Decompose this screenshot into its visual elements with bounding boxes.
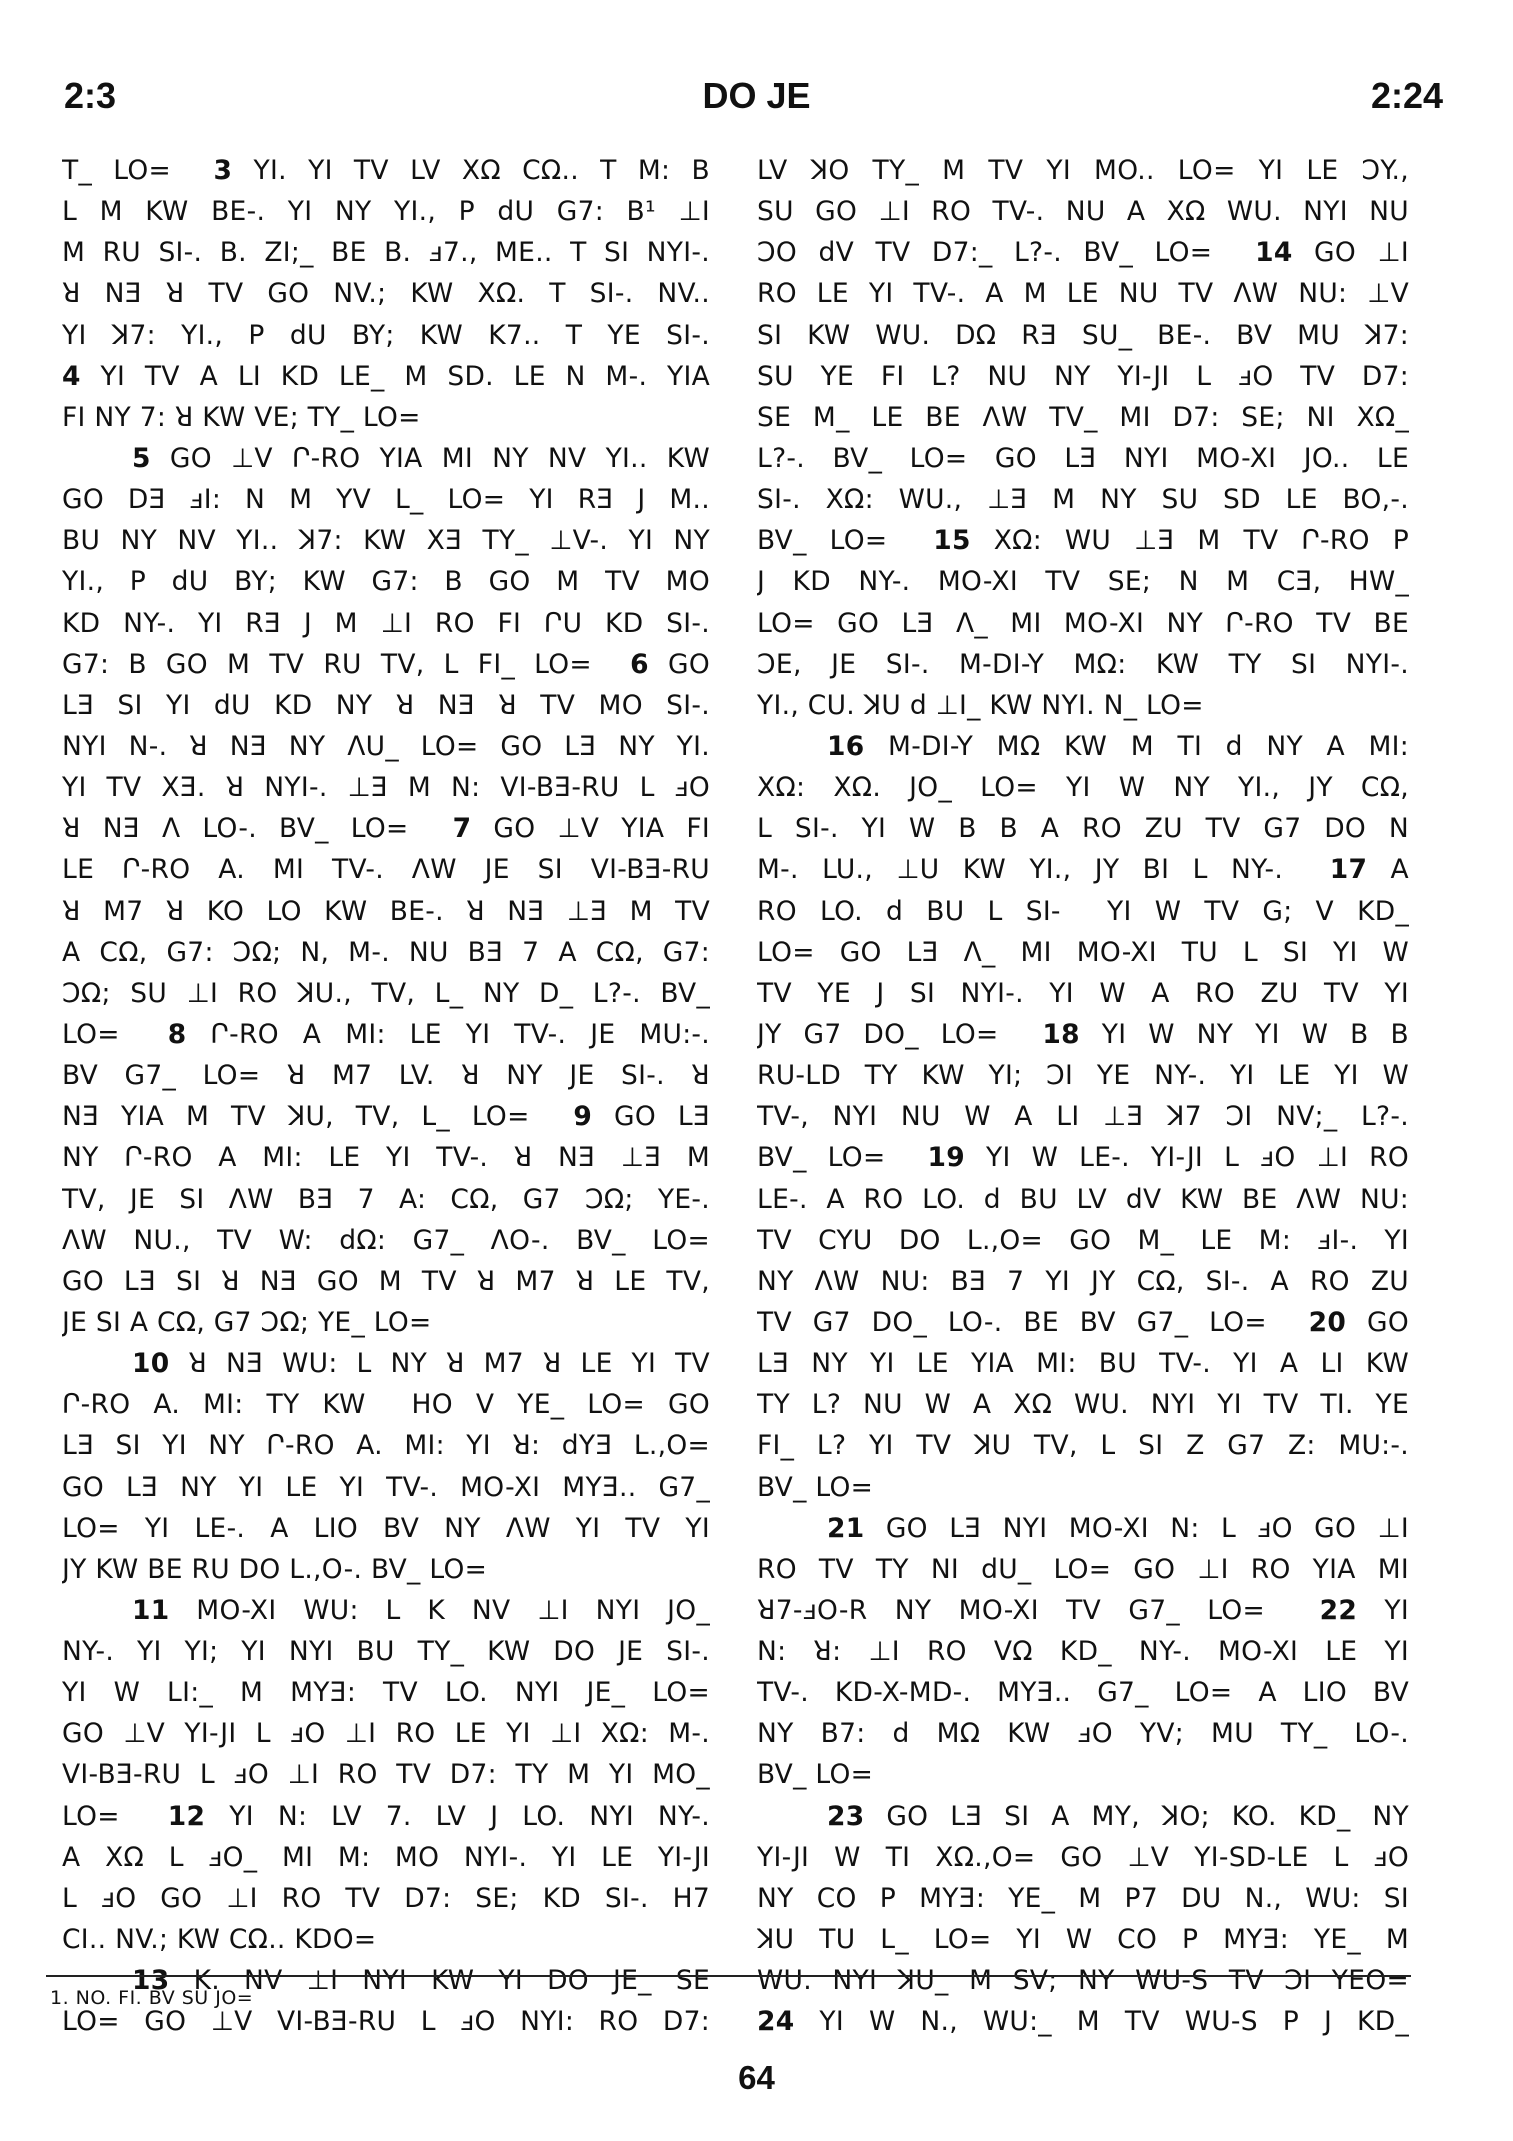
text-line: ꓘU TU L_ LO= YI W CO P MYƎ: YE_ M <box>757 1924 1409 1956</box>
text-line: RU-LD TY KW YI; ϽI YE NY-. YI LE YI W <box>757 1060 1409 1092</box>
verse-number: 4 <box>62 360 81 392</box>
text-line: BV_ LO= 19 YI W LE-. YI-JI L ⅎO ⊥I RO <box>757 1142 1409 1174</box>
verse-number: 21 <box>827 1512 865 1544</box>
text-line: NY B7: d MΩ KW ⅎO YV; MU TY_ LO-. <box>757 1718 1409 1750</box>
text-line: ϽE, JE SI-. M-DI-Y MΩ: KW TY SI NYI-. <box>757 648 1409 680</box>
verse-number: 17 <box>1329 854 1368 886</box>
text-line: ϽO dV TV D7:_ L?-. BV_ LO= 14 GO ⊥I <box>757 237 1409 269</box>
text-line: 13 K. NV ⊥I NYI KW YI DO JE_ SE <box>132 1965 710 1997</box>
text-line: SU YE FI L? NU NY YI-JI L ⅎO TV D7: <box>757 360 1409 392</box>
text-line: NYI N-. ꓤ NƎ NY ɅU_ LO= GO LƎ NY YI. <box>62 730 710 762</box>
text-line: 11 MO-XI WU: L K NV ⊥I NYI JO_ <box>132 1594 710 1626</box>
text-line: LO= GO ⊥V VI-BƎ-RU L ⅎO NYI: RO D7: <box>62 2006 710 2038</box>
header-chapter-verse-end: 2:24 <box>1370 75 1443 116</box>
text-line: YI., CU. ꓘU d ⊥I_ KW NYI. N_ LO= <box>757 689 1204 721</box>
text-line: Ր-RO A. MI: TY KW HO V YE_ LO= GO <box>62 1389 710 1421</box>
text-line: L ⅎO GO ⊥I RO TV D7: SE; KD SI-. H7 <box>62 1882 710 1914</box>
verse-number: 18 <box>1042 1018 1080 1050</box>
text-line: BV G7_ LO= ꓤ M7 LV. ꓤ NY JE SI-. ꓤ <box>62 1060 710 1092</box>
text-line: LO= 12 YI N: LV 7. LV J LO. NYI NY-. <box>62 1800 710 1832</box>
text-line: TY L? NU W A XΩ WU. NYI YI TV TI. YE <box>757 1389 1409 1421</box>
verse-number: 6 <box>630 648 649 680</box>
text-line: NY-. YI YI; YI NYI BU TY_ KW DO JE SI-. <box>62 1636 710 1668</box>
text-line: TV G7 DO_ LO-. BE BV G7_ LO= 20 GO <box>757 1306 1409 1338</box>
text-line: JY KW BE RU DO L.,O-. BV_ LO= <box>62 1553 488 1585</box>
text-line: BV_ LO= 15 XΩ: WU ⊥Ǝ M TV Ր-RO P <box>757 525 1409 557</box>
text-line: 23 GO LƎ SI A MY, ꓘO; KO. KD_ NY <box>827 1800 1409 1832</box>
verse-number: 5 <box>132 442 151 474</box>
text-line: NY CO P MYƎ: YE_ M P7 DU N., WU: SI <box>757 1882 1409 1914</box>
text-line: VI-BƎ-RU L ⅎO ⊥I RO TV D7: TY M YI MO_ <box>62 1759 710 1791</box>
text-line: GO LƎ NY YI LE YI TV-. MO-XI MYƎ.. G7_ <box>62 1471 710 1503</box>
header-chapter-verse-start: 2:3 <box>64 75 117 116</box>
text-line: JY G7 DO_ LO= 18 YI W NY YI W B B <box>757 1018 1409 1050</box>
text-line: ꓤ7-ⅎO-R NY MO-XI TV G7_ LO= 22 YI <box>757 1594 1409 1626</box>
text-line: BU NY NV YI.. ꓘ7: KW XƎ TY_ ⊥V-. YI NY <box>62 525 710 557</box>
header-book-title: DO JE <box>702 75 811 116</box>
text-line: 4 YI TV A LI KD LE_ M SD. LE N M-. YIA <box>62 360 710 392</box>
text-line: NƎ YIA M TV ꓘU, TV, L_ LO= 9 GO LƎ <box>62 1101 710 1133</box>
text-line: BV_ LO= <box>757 1759 874 1791</box>
verse-number: 14 <box>1255 237 1293 269</box>
text-line: LƎ NY YI LE YIA MI: BU TV-. YI A LI KW <box>757 1348 1409 1380</box>
text-line: YI-JI W TI XΩ.,O= GO ⊥V YI-SD-LE L ⅎO <box>757 1841 1409 1873</box>
verse-number: 10 <box>132 1348 170 1380</box>
footnote-divider <box>46 1975 1411 1977</box>
verse-number: 24 <box>757 2006 795 2038</box>
text-line: J KD NY-. MO-XI TV SE; N M CƎ, HW_ <box>757 566 1409 598</box>
text-line: ɅW NU., TV W: dΩ: G7_ ɅO-. BV_ LO= <box>62 1224 710 1256</box>
text-line: LO= GO LƎ Ʌ_ MI MO-XI TU L SI YI W <box>757 936 1409 968</box>
text-line: RO LO. d BU L SI- YI W TV G; V KD_ <box>757 895 1409 927</box>
verse-number: 15 <box>933 525 971 557</box>
text-line: N: ꓤ: ⊥I RO VΩ KD_ NY-. MO-XI LE YI <box>757 1636 1409 1668</box>
text-line: ꓤ NƎ Ʌ LO-. BV_ LO= 7 GO ⊥V YIA FI <box>62 813 710 845</box>
text-line: YI ꓘ7: YI., P dU BY; KW K7.. T YE SI-. <box>62 319 710 351</box>
text-line: L M KW BE-. YI NY YI., P dU G7: B¹ ⊥I <box>62 196 710 228</box>
text-line: LƎ SI YI dU KD NY ꓤ NƎ ꓤ TV MO SI-. <box>62 689 710 721</box>
text-line: 24 YI W N., WU:_ M TV WU-S P J KD_ <box>757 2006 1409 2038</box>
text-line: LO= YI LE-. A LIO BV NY ɅW YI TV YI <box>62 1512 710 1544</box>
verse-number: 16 <box>827 730 865 762</box>
verse-number: 19 <box>927 1142 965 1174</box>
text-line: SI-. XΩ: WU., ⊥Ǝ M NY SU SD LE BO,-. <box>757 484 1409 516</box>
text-line: ꓤ M7 ꓤ KO LO KW BE-. ꓤ NƎ ⊥Ǝ M TV <box>62 895 710 927</box>
text-line: SE M_ LE BE ɅW TV_ MI D7: SE; NI XΩ_ <box>757 401 1409 433</box>
text-line: T_ LO= 3 YI. YI TV LV XΩ CΩ.. T M: B <box>62 155 710 186</box>
text-line: BV_ LO= <box>757 1471 874 1503</box>
text-line: RO TV TY NI dU_ LO= GO ⊥I RO YIA MI <box>757 1553 1409 1585</box>
text-line: LV ꓘO TY_ M TV YI MO.. LO= YI LE ϽY., <box>757 155 1409 186</box>
text-line: 21 GO LƎ NYI MO-XI N: L ⅎO GO ⊥I <box>827 1512 1409 1544</box>
text-line: 10 ꓤ NƎ WU: L NY ꓤ M7 ꓤ LE YI TV <box>132 1348 710 1380</box>
text-line: CI.. NV.; KW CΩ.. KDO= <box>62 1924 377 1956</box>
text-line: LƎ SI YI NY Ր-RO A. MI: YI ꓤ: dYƎ L.,O= <box>62 1430 710 1462</box>
text-line: XΩ: XΩ. JO_ LO= YI W NY YI., JY CΩ, <box>757 772 1409 804</box>
page-number: 64 <box>738 2059 775 2096</box>
text-line: JE SI A CΩ, G7 ϽΩ; YE_ LO= <box>62 1306 432 1338</box>
text-line: GO DƎ ⅎI: N M YV L_ LO= YI RƎ J M.. <box>62 484 710 516</box>
verse-number: 20 <box>1308 1306 1347 1338</box>
text-line: LO= 8 Ր-RO A MI: LE YI TV-. JE MU:-. <box>62 1018 710 1050</box>
text-line: YI W LI:_ M MYƎ: TV LO. NYI JE_ LO= <box>62 1677 710 1709</box>
text-line: KD NY-. YI RƎ J M ⊥I RO FI ՐU KD SI-. <box>62 607 710 639</box>
verse-number: 12 <box>167 1800 206 1832</box>
verse-number: 8 <box>167 1018 187 1050</box>
text-line: SI KW WU. DΩ RƎ SU_ BE-. BV MU ꓘ7: <box>757 319 1409 351</box>
text-line: ϽΩ; SU ⊥I RO ꓘU., TV, L_ NY D_ L?-. BV_ <box>62 977 710 1009</box>
verse-number: 3 <box>213 155 233 186</box>
text-line: TV-, NYI NU W A LI ⊥Ǝ ꓘ7 ϽI NV;_ L?-. <box>757 1101 1409 1133</box>
text-line: L SI-. YI W B B A RO ZU TV G7 DO N <box>757 813 1409 845</box>
text-line: LO= GO LƎ Ʌ_ MI MO-XI NY Ր-RO TV BE <box>757 607 1409 639</box>
text-line: M RU SI-. B. ZI;_ BE B. ⅎ7., ME.. T SI NYI-. <box>62 237 710 269</box>
text-line: NY ɅW NU: BƎ 7 YI JY CΩ, SI-. A RO ZU <box>757 1265 1409 1297</box>
text-line: G7: B GO M TV RU TV, L FI_ LO= 6 GO <box>62 648 710 680</box>
text-line: GO LƎ SI ꓤ NƎ GO M TV ꓤ M7 ꓤ LE TV, <box>62 1265 710 1297</box>
text-line: LE-. A RO LO. d BU LV dV KW BE ɅW NU: <box>757 1183 1409 1215</box>
text-line: YI TV XƎ. ꓤ NYI-. ⊥Ǝ M N: VI-BƎ-RU L ⅎO <box>62 772 710 804</box>
text-line: FI_ L? YI TV ꓘU TV, L SI Z G7 Z: MU:-. <box>757 1430 1409 1462</box>
text-line: A XΩ L ⅎO_ MI M: MO NYI-. YI LE YI-JI <box>62 1841 710 1873</box>
text-line: L?-. BV_ LO= GO LƎ NYI MO-XI JO.. LE <box>757 442 1409 474</box>
text-line: A CΩ, G7: ϽΩ; N, M-. NU BƎ 7 A CΩ, G7: <box>62 936 710 968</box>
text-line: RO LE YI TV-. A M LE NU TV ɅW NU: ⊥V <box>757 278 1409 310</box>
text-line: LE Ր-RO A. MI TV-. ɅW JE SI VI-BƎ-RU <box>62 854 710 886</box>
text-line: TV-. KD-X-MD-. MYƎ.. G7_ LO= A LIO BV <box>757 1677 1409 1709</box>
text-line: ꓤ NƎ ꓤ TV GO NV.; KW XΩ. T SI-. NV.. <box>62 278 710 310</box>
verse-number: 13 <box>132 1965 170 1997</box>
verse-number: 22 <box>1319 1594 1358 1626</box>
text-line: 5 GO ⊥V Ր-RO YIA MI NY NV YI.. KW <box>132 442 710 474</box>
text-line: WU. NYI ꓘU_ M SV; NY WU-S TV ϽI YEO= <box>757 1965 1409 1997</box>
text-line: NY Ր-RO A MI: LE YI TV-. ꓤ NƎ ⊥Ǝ M <box>62 1142 710 1174</box>
footnote: 1. NO. FI. BV SU JO= <box>50 1987 254 2009</box>
verse-number: 9 <box>573 1101 593 1133</box>
text-line: 16 M-DI-Y MΩ KW M TI d NY A MI: <box>827 730 1409 762</box>
text-line: TV YE J SI NYI-. YI W A RO ZU TV YI <box>757 977 1409 1009</box>
text-column-right <box>757 150 1409 2042</box>
text-line: TV, JE SI ɅW BƎ 7 A: CΩ, G7 ϽΩ; YE-. <box>62 1183 710 1215</box>
text-line: GO ⊥V YI-JI L ⅎO ⊥I RO LE YI ⊥I XΩ: M-. <box>62 1718 710 1750</box>
text-column-left <box>62 150 710 2042</box>
verse-number: 11 <box>132 1594 170 1626</box>
text-line: TV CYU DO L.,O= GO M_ LE M: ⅎI-. YI <box>757 1224 1409 1256</box>
verse-number: 7 <box>452 813 472 845</box>
text-line: YI., P dU BY; KW G7: B GO M TV MO <box>62 566 710 598</box>
verse-number: 23 <box>827 1800 865 1832</box>
text-line: M-. LU., ⊥U KW YI., JY BI L NY-. 17 A <box>757 854 1409 886</box>
text-line: FI NY 7: ꓤ KW VE; TY_ LO= <box>62 401 421 433</box>
text-line: SU GO ⊥I RO TV-. NU A XΩ WU. NYI NU <box>757 196 1409 228</box>
